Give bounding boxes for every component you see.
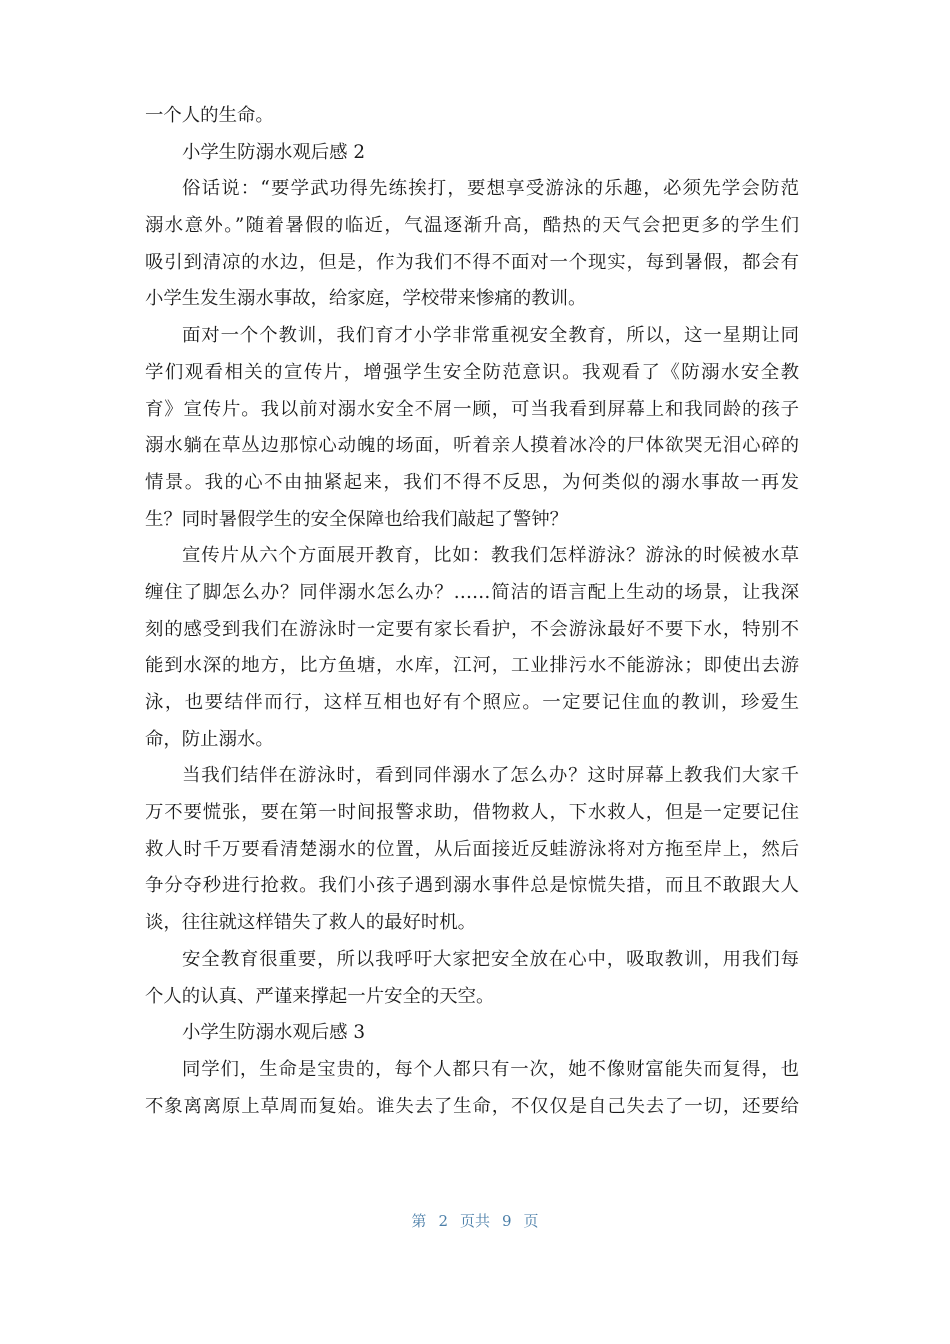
text-line: 不象离离原上草周而复始。谁失去了生命，不仅仅是自己失去了一切，还要给 bbox=[145, 1095, 799, 1117]
text-line: 情景。我的心不由抽紧起来，我们不得不反思，为何类似的溺水事故一再发 bbox=[145, 471, 799, 493]
text-line: 溺水意外。”随着暑假的临近，气温逐渐升高，酷热的天气会把更多的学生们 bbox=[145, 215, 799, 237]
text-line: 个人的认真、严谨来撑起一片安全的天空。 bbox=[145, 985, 495, 1007]
text-line: 泳，也要结伴而行，这样互相也好有个照应。一定要记住血的教训，珍爱生 bbox=[145, 692, 799, 713]
text-line: 救人时千万要看清楚溺水的位置，从后面接近反蛙游泳将对方拖至岸上，然后 bbox=[145, 838, 799, 860]
text-line: 一个人的生命。 bbox=[145, 105, 274, 126]
text-line: 溺水躺在草丛边那惊心动魄的场面，听着亲人摸着冰冷的尸体欲哭无泪心碎的 bbox=[145, 435, 799, 457]
text-line: 同学们，生命是宝贵的，每个人都只有一次，她不像财富能失而复得，也 bbox=[182, 1058, 799, 1080]
text-line: 宣传片从六个方面展开教育，比如：教我们怎样游泳？游泳的时候被水草 bbox=[182, 545, 799, 567]
text-line: 缠住了脚怎么办？同伴溺水怎么办？……简洁的语言配上生动的场景，让我深 bbox=[145, 581, 799, 603]
text-line: 小学生发生溺水事故，给家庭，学校带来惨痛的教训。 bbox=[145, 288, 587, 310]
text-line: 面对一个个教训，我们育才小学非常重视安全教育，所以，这一星期让同 bbox=[182, 325, 799, 347]
text-line: 俗话说：“要学武功得先练挨打，要想享受游泳的乐趣，必须先学会防范 bbox=[182, 178, 799, 200]
text-line: 学们观看相关的宣传片，增强学生安全防范意识。我观看了《防溺水安全教 bbox=[145, 361, 799, 383]
text-line: 争分夺秒进行抢救。我们小孩子遇到溺水事件总是惊慌失措，而且不敢跟大人 bbox=[145, 875, 799, 897]
text-line: 安全教育很重要，所以我呼吁大家把安全放在心中，吸取教训，用我们每 bbox=[182, 948, 799, 970]
footer-prefix: 第 bbox=[411, 1212, 427, 1230]
text-line: 小学生防溺水观后感 2 bbox=[182, 141, 366, 163]
text-line: 生？同时暑假学生的安全保障也给我们敲起了警钟？ bbox=[145, 508, 568, 530]
text-line: 谈，往往就这样错失了救人的最好时机。 bbox=[145, 912, 477, 934]
text-line: 小学生防溺水观后感 3 bbox=[182, 1022, 366, 1044]
text-line: 刻的感受到我们在游泳时一定要有家长看护，不会游泳最好不要下水，特别不 bbox=[145, 618, 799, 640]
text-line: 吸引到清凉的水边，但是，作为我们不得不面对一个现实，每到暑假，都会有 bbox=[145, 251, 799, 273]
footer-suffix: 页 bbox=[523, 1212, 539, 1230]
text-line: 当我们结伴在游泳时，看到同伴溺水了怎么办？这时屏幕上教我们大家千 bbox=[182, 765, 799, 787]
page-footer bbox=[0, 1210, 950, 1231]
text-line: 育》宣传片。我以前对溺水安全不屑一顾，可当我看到屏幕上和我同龄的孩子 bbox=[145, 398, 799, 420]
footer-total-pages: 9 bbox=[502, 1212, 512, 1230]
text-line: 万不要慌张，要在第一时间报警求助，借物救人，下水救人，但是一定要记住 bbox=[145, 802, 799, 824]
text-line: 命，防止溺水。 bbox=[145, 728, 274, 750]
footer-current-page: 2 bbox=[438, 1212, 448, 1230]
footer-middle: 页共 bbox=[459, 1212, 490, 1230]
document-body bbox=[145, 98, 799, 1125]
text-line: 能到水深的地方，比方鱼塘，水库，江河，工业排污水不能游泳；即使出去游 bbox=[145, 655, 799, 677]
